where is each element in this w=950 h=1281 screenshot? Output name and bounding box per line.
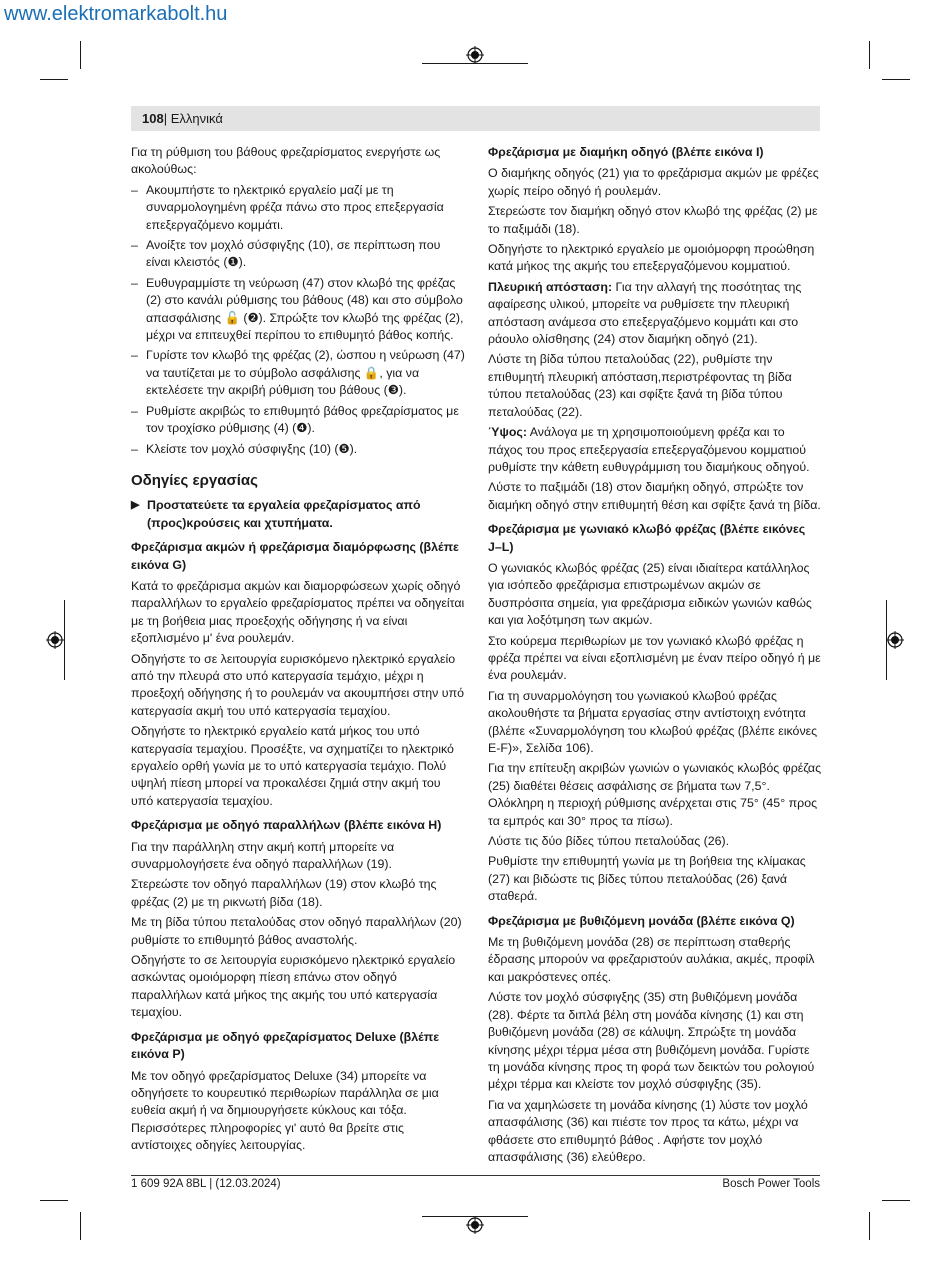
footer-doc-id: 1 609 92A 8BL | (12.03.2024) bbox=[131, 1178, 281, 1190]
paragraph: Για να χαμηλώσετε τη μονάδα κίνησης (1) λύστε τον μοχλό απασφάλισης (36) και πιέστε τον προς τα κάτω, μέχρι να φθάσετε στο επιθυμητό βάθος . Αφήστε τον μοχλό απασφάλισης (36) ελεύθερο. bbox=[488, 1097, 808, 1164]
footer-rule bbox=[131, 1175, 820, 1176]
lead-label: Ύψος: bbox=[488, 425, 527, 440]
warning-note: ▶ Προστατεύετε τα εργαλεία φρεζαρίσματος από (προς)κρούσεις και χτυπήματα. bbox=[131, 497, 465, 532]
registration-mark-icon bbox=[886, 631, 904, 649]
subheading: Φρεζάρισμα με γωνιακό κλωβό φρέζας (βλέπε εικόνες J–L) bbox=[488, 522, 806, 554]
page-number: 108 bbox=[142, 111, 164, 126]
paragraph: Ο διαμήκης οδηγός (21) για το φρεζάρισμα ακμών με φρέζες χωρίς πείρο οδηγό ή ρουλεμάν. bbox=[488, 166, 819, 198]
paragraph bbox=[488, 424, 822, 476]
paragraph: Με τη βίδα τύπου πεταλούδας στον οδηγό παραλλήλων (20) ρυθμίστε το επιθυμητό βάθος αναστολής. bbox=[131, 915, 462, 947]
paragraph: Για την επίτευξη ακριβών γωνιών ο γωνιακός κλωβός φρέζας (25) διαθέτει θέσεις ασφάλισης σε βήματα των 7,5°. Ολόκληρη η περιοχή ρύθμισης ανέρχεται στις 75° (45° προς τα εμπρός και 30° προς τα πίσω). bbox=[488, 761, 822, 828]
footer-brand: Bosch Power Tools bbox=[722, 1178, 820, 1190]
paragraph-body: Για την αλλαγή της ποσότητας της αφαίρεσης υλικού, μπορείτε να ρυθμίσετε την πλευρική απόσταση ανάμεσα στο επεξεργαζόμενο κομμάτι και στο ράουλο ολίσθησης (24) στον διαμήκη οδηγό (21). bbox=[488, 279, 802, 347]
registration-mark-icon bbox=[466, 46, 484, 64]
paragraph: Με τη βυθιζόμενη μονάδα (28) σε περίπτωση σταθερής έδρασης μπορούν να φρεζαριστούν αυλάκια, ακμές, προφίλ και μακρόστενες οπές. bbox=[488, 935, 815, 984]
paragraph: Οδηγήστε το ηλεκτρικό εργαλείο με ομοιόμορφη προώθηση κατά μήκος της ακμής του επεξεργαζόμενου κομματιού. bbox=[488, 242, 815, 274]
paragraph: Στερεώστε τον οδηγό παραλλήλων (19) στον κλωβό της φρέζας (2) με τη ρικνωτή βίδα (18). bbox=[131, 877, 437, 909]
paragraph: Λύστε τις δύο βίδες τύπου πεταλούδας (26). bbox=[488, 834, 730, 849]
crop-mark bbox=[422, 63, 528, 64]
paragraph: Λύστε τη βίδα τύπου πεταλούδας (22), ρυθμίστε την επιθυμητή πλευρική απόσταση,περιστρέφοντας τη βίδα τύπου πεταλούδας (23) και σφίξτε ξανά τη βίδα τύπου πεταλούδας (22). bbox=[488, 352, 792, 419]
paragraph: Στερεώστε τον διαμήκη οδηγό στον κλωβό της φρέζας (2) με το παξιμάδι (18). bbox=[488, 204, 818, 236]
registration-mark-icon bbox=[466, 1216, 484, 1234]
crop-mark bbox=[80, 1212, 81, 1240]
subheading: Φρεζάρισμα ακμών ή φρεζάρισμα διαμόρφωσης (βλέπε εικόνα G) bbox=[131, 540, 459, 572]
crop-mark bbox=[869, 41, 870, 69]
right-column bbox=[488, 144, 822, 1169]
list-item: – Ρυθμίστε ακριβώς το επιθυμητό βάθος φρεζαρίσματος με τον τροχίσκο ρύθμισης (4) (❹). bbox=[131, 403, 465, 438]
depth-steps-list bbox=[131, 182, 465, 458]
paragraph: Κατά το φρεζάρισμα ακμών και διαμορφώσεων χωρίς οδηγό παραλλήλων το εργαλείο φρεζαρίσματος πρέπει να οδηγείται με τη βοήθεια μιας προεξοχής οδήγησης ή να είναι εξοπλισμένο μ' ένα ρουλεμάν. bbox=[131, 578, 465, 646]
paragraph: Οδηγήστε το σε λειτουργία ευρισκόμενο ηλεκτρικό εργαλείο ασκώντας ομοιόμορφη πίεση επάνω στον οδηγό παραλλήλων κατά μήκος της ακμής του υπό κατεργασία τεμαχίου. bbox=[131, 953, 456, 1020]
crop-mark bbox=[40, 79, 68, 80]
paragraph: Ρυθμίστε την επιθυμητή γωνία με τη βοήθεια της κλίμακας (27) και βιδώστε τις βίδες τύπου πεταλούδας (26) ξανά σταθερά. bbox=[488, 854, 806, 904]
crop-mark bbox=[882, 1200, 910, 1201]
list-item: – Κλείστε τον μοχλό σύσφιγξης (10) (❺). bbox=[131, 441, 465, 458]
language-label: | Ελληνικά bbox=[163, 111, 223, 126]
crop-mark bbox=[64, 600, 65, 680]
section-title: Οδηγίες εργασίας bbox=[131, 471, 258, 489]
paragraph: Λύστε τον μοχλό σύσφιγξης (35) στη βυθιζόμενη μονάδα (28). Φέρτε τα διπλά βέλη στη μονάδα κίνησης (1) και στη βυθιζόμενη μονάδα (28) σε κάλυψη. Σπρώξτε τη μονάδα κίνησης μέχρι τέρμα μέσα στη βυθιζόμενη μονάδα. Γυρίστε τη μονάδα κίνησης προς τη φορά των δεικτών του ρολογιού μέχρι τέρμα και κλείστε τον μοχλό σύσφιγξης (35). bbox=[488, 990, 815, 1092]
crop-mark bbox=[882, 79, 910, 80]
list-item: – Ακουμπήστε το ηλεκτρικό εργαλείο μαζί με τη συναρμολογημένη φρέζα πάνω στο προς επεξεργασία επεξεργαζόμενο κομμάτι. bbox=[131, 182, 465, 234]
crop-mark bbox=[886, 600, 887, 680]
subheading: Φρεζάρισμα με οδηγό παραλλήλων (βλέπε εικόνα H) bbox=[131, 818, 442, 833]
crop-mark bbox=[40, 1200, 68, 1201]
subheading: Φρεζάρισμα με βυθιζόμενη μονάδα (βλέπε εικόνα Q) bbox=[488, 913, 795, 928]
intro-text: Για τη ρύθμιση του βάθους φρεζαρίσματος ενεργήστε ως ακολούθως: bbox=[131, 145, 441, 177]
watermark-url[interactable]: www.elektromarkabolt.hu bbox=[4, 3, 228, 25]
lead-label: Πλευρική απόσταση: bbox=[488, 279, 613, 294]
crop-mark bbox=[80, 41, 81, 69]
paragraph: Στο κούρεμα περιθωρίων με τον γωνιακό κλωβό φρέζας η φρέζα πρέπει να είναι εξοπλισμένη με έναν πείρο οδηγό ή με ένα ρουλεμάν. bbox=[488, 633, 821, 683]
paragraph: Οδηγήστε το σε λειτουργία ευρισκόμενο ηλεκτρικό εργαλείο από την πλευρά στο υπό κατεργασία τεμάχιο, μέχρι η προεξοχή οδήγησης ή το ρουλεμάν να ακουμπήσει στην υπό κατεργασία ακμή του υπό κατεργασία τεμαχίου. bbox=[131, 651, 465, 718]
subheading: Φρεζάρισμα με διαμήκη οδηγό (βλέπε εικόνα I) bbox=[488, 145, 764, 159]
paragraph: Για τη συναρμολόγηση του γωνιακού κλωβού φρέζας ακολουθήστε τα βήματα εργασίας στην αντίστοιχη ενότητα (βλέπε «Συναρμολόγηση του κλωβού φρέζας (βλέπε εικόνες E-F)», Σελίδα 106). bbox=[488, 688, 818, 755]
list-item: – Ανοίξτε τον μοχλό σύσφιγξης (10), σε περίπτωση που είναι κλειστός (❶). bbox=[131, 237, 465, 272]
subheading: Φρεζάρισμα με οδηγό φρεζαρίσματος Deluxe (βλέπε εικόνα P) bbox=[131, 1029, 440, 1062]
list-item: – Γυρίστε τον κλωβό της φρέζας (2), ώσπου η νεύρωση (47) να ταυτίζεται με το σύμβολο ασφάλισης 🔒, για να εκτελέσετε την ακριβή ρύθμιση του βάθους (❸). bbox=[131, 347, 465, 399]
page-header bbox=[142, 111, 223, 126]
paragraph-body: Ανάλογα με τη χρησιμοποιούμενη φρέζα και το πάχος του προς επεξεργασία επεξεργαζόμενου κομματιού ρυθμίστε την κάθετη ευθυγράμμιση του διαμήκους οδηγού. bbox=[488, 425, 810, 474]
paragraph: Ο γωνιακός κλωβός φρέζας (25) είναι ιδιαίτερα κατάλληλος για ισόπεδο φρεζάρισμα επιστρωμένων ακμών σε δυσπρόσιτα σημεία, για φρεζάρισμα ειδικών γωνιών καθώς και για λοξότμηση των ακμών. bbox=[488, 560, 812, 628]
paragraph: Λύστε το παξιμάδι (18) στον διαμήκη οδηγό, σπρώξτε τον διαμήκη οδηγό στην επιθυμητή θέση και σφίξτε ξανά τη βίδα. bbox=[488, 480, 821, 512]
paragraph bbox=[488, 279, 822, 349]
paragraph: Για την παράλληλη στην ακμή κοπή μπορείτε να συναρμολογήσετε ένα οδηγό παραλλήλων (19). bbox=[131, 839, 395, 872]
left-column bbox=[131, 144, 465, 1158]
registration-mark-icon bbox=[46, 631, 64, 649]
paragraph: Οδηγήστε το ηλεκτρικό εργαλείο κατά μήκος του υπό κατεργασία τεμαχίου. Προσέξτε, να σχηματίζει το ηλεκτρικό εργαλείο ορθή γωνία με το υπό κατεργασία τεμάχιο. Πολύ υψηλή πίεση μπορεί να προκαλέσει ζημιά στην ακμή του υπό κατεργασία τεμαχίου. bbox=[131, 724, 454, 808]
crop-mark bbox=[422, 1216, 528, 1217]
crop-mark bbox=[869, 1212, 870, 1240]
list-item: – Ευθυγραμμίστε τη νεύρωση (47) στον κλωβό της φρέζας (2) στο κανάλι ρύθμισης του βάθους (48) και στο σύμβολο απασφάλισης 🔓 (❷). Σπρώξτε τον κλωβό της φρέζας (2), μέχρι να επιτευχθεί περίπου το επιθυμητό βάθος κοπής. bbox=[131, 275, 465, 345]
page-header-bar bbox=[131, 106, 820, 131]
paragraph: Με τον οδηγό φρεζαρίσματος Deluxe (34) μπορείτε να οδηγήσετε το κουρευτικό περιθωρίων παράλληλα σε μια ευθεία ακμή ή να δημιουργήσετε κύκλους και τόξα. Περισσότερες πληροφορίες γι' αυτό θα βρείτε στις αντίστοιχες οδηγίες λειτουργίας. bbox=[131, 1068, 439, 1153]
